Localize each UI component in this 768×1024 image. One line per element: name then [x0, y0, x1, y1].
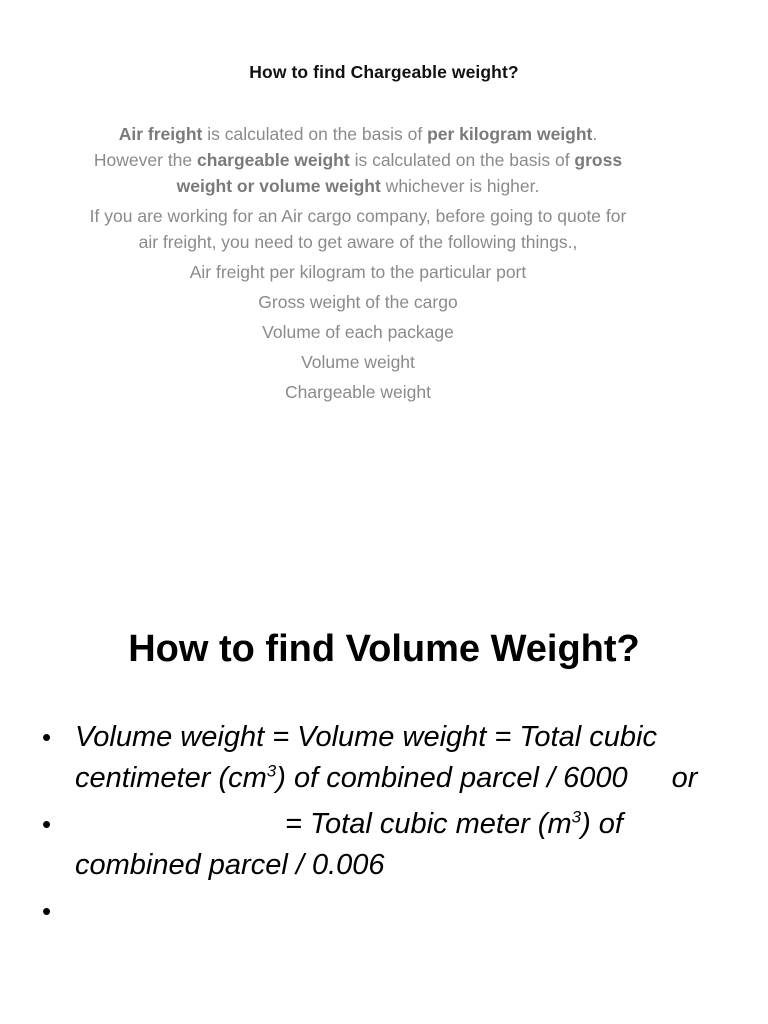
intro-text: . However the	[93, 124, 598, 170]
formula-cm3	[75, 721, 697, 794]
formula-list	[42, 717, 722, 937]
term-chargeable-weight: chargeable weight	[197, 150, 350, 170]
term-gross-or-volume-weight: gross weight or volume weight	[176, 150, 623, 196]
list-item: Volume weight	[301, 352, 415, 372]
list-item: Gross weight of the cargo	[258, 292, 458, 312]
list-item	[42, 891, 722, 932]
formula-m3	[75, 808, 623, 881]
list-item: Air freight per kilogram to the particular port	[189, 262, 527, 282]
slide-title: How to find Volume Weight?	[128, 628, 640, 670]
formula-or: or	[671, 762, 698, 794]
superscript: 3	[571, 807, 582, 827]
slide-title: How to find Chargeable weight?	[249, 62, 519, 82]
formula-text: ) of combined parcel / 6000	[276, 762, 628, 794]
term-per-kilogram-weight: per kilogram weight	[427, 124, 593, 144]
slide-body	[88, 121, 628, 405]
intro-text: is calculated on the basis of	[202, 124, 428, 144]
slide-volume-weight	[0, 512, 768, 1024]
intro-paragraph	[88, 121, 628, 199]
list-item: Chargeable weight	[285, 382, 431, 402]
empty-item	[75, 895, 83, 927]
formula-text: Volume weight = Volume weight = Total cubic centimeter (cm	[75, 721, 657, 794]
list-item	[42, 717, 722, 799]
bullet-icon: •	[42, 809, 52, 839]
intro-text: is calculated on the basis of	[349, 150, 575, 170]
list-item: Volume of each package	[262, 322, 454, 342]
superscript: 3	[266, 761, 277, 781]
bullet-icon: •	[42, 722, 52, 752]
term-air-freight: Air freight	[118, 124, 203, 144]
intro-text: whichever is higher.	[380, 176, 540, 196]
requirements-paragraph: If you are working for an Air cargo company, before going to quote for air freight, you need to get aware of the following things.,	[89, 206, 627, 252]
formula-text: = Total cubic meter (m	[285, 808, 572, 840]
bullet-icon: •	[42, 896, 52, 926]
formula-text: ) of combined parcel / 0.006	[75, 808, 623, 881]
list-item	[42, 804, 722, 886]
